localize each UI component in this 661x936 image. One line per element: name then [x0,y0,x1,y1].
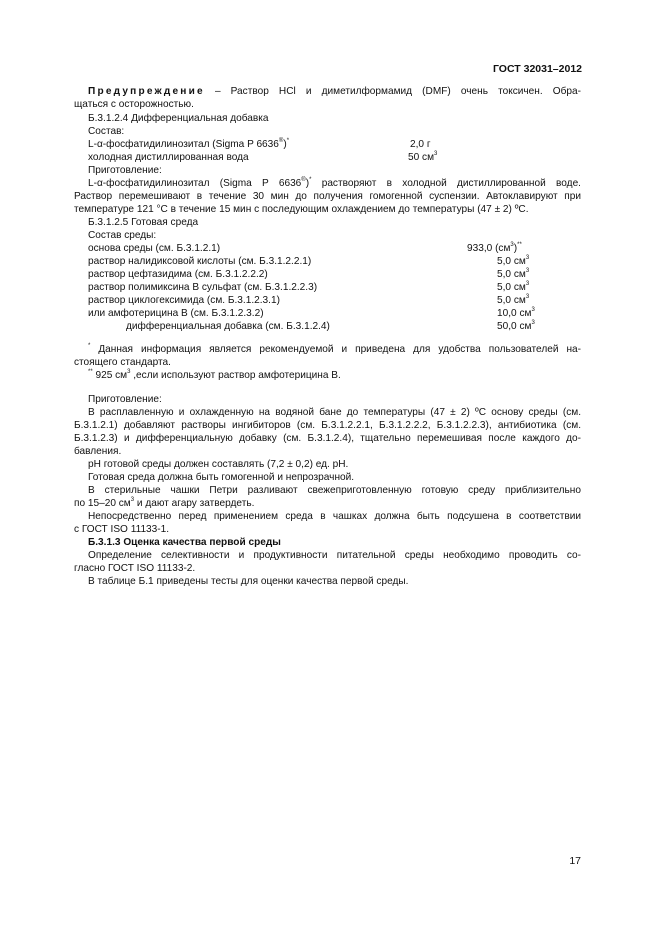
supplement-item-1-name [88,139,289,151]
footnote-mark: * [309,177,312,183]
footnote-1-line-1 [88,344,581,356]
quality-line-2: гласно ГОСТ ISO 11133-2. [74,563,196,574]
superscript: 3 [510,242,514,248]
document-header: ГОСТ 32031–2012 [492,63,582,75]
medium-item-5-value-text: 5,0 см [497,295,526,306]
quality-heading: Б.3.1.3 Оценка качества первой среды [88,537,281,548]
medium-item-3-value-text: 5,0 см [497,269,526,280]
superscript: 3 [434,151,438,157]
warning-line-2: щаться с осторожностью. [74,99,194,110]
preparation-p2: рН готовой среды должен составлять (7,2 ± 0,2) ед. рН. [88,459,349,470]
supplement-prep-label: Приготовление: [88,165,162,176]
medium-item-6-value [497,308,535,320]
medium-item-2-value-text: 5,0 см [497,256,526,267]
medium-item-3-value [497,269,529,281]
registered-mark: ® [301,177,306,183]
ready-medium-composition-label: Состав среды: [88,230,157,241]
supplement-composition-label: Состав: [88,126,125,137]
warning-text-1: – Раствор HCl и диметилформамид (DMF) очень токсичен. Обра- [204,86,581,97]
preparation-p4-line-2 [74,498,254,510]
medium-item-5-value [497,295,529,307]
supplement-item-2-value [408,152,437,164]
supplement-item-1-text: L-α-фосфатидилинозитал (Sigma P 6636 [88,139,279,150]
prep-line-1-a: L-α-фосфатидилинозитал (Sigma P 6636 [88,178,302,189]
preparation-p5-line-2: с ГОСТ ISO 11133-1. [74,524,170,535]
ready-medium-heading: Б.3.1.2.5 Готовая среда [88,217,199,228]
superscript: 3 [130,497,135,503]
registered-mark: ® [278,138,284,144]
superscript: 3 [531,320,535,326]
medium-item-6-value-text: 10,0 см [497,308,532,319]
quality-line-1: Определение селективности и продуктивности питательной среды необходимо проводить со- [88,550,581,561]
medium-item-4-value-text: 5,0 см [497,282,526,293]
superscript: 3 [525,281,530,287]
warning-title: Предупреждение [88,86,205,97]
medium-item-4-value [497,282,529,294]
footnote-2-text-b: ,если используют раствор амфотерицина В. [130,370,341,381]
medium-item-1-name: основа среды (см. Б.3.1.2.1) [88,243,221,254]
page-number: 17 [569,855,581,867]
medium-item-6-name: или амфотерицина В (см. Б.3.1.2.3.2) [88,308,264,319]
footnote-mark: * [88,343,91,349]
supplement-item-1-value: 2,0 г [410,139,431,150]
preparation-p3: Готовая среда должна быть гомогенной и непрозрачной. [88,472,355,483]
medium-item-5-name: раствор циклогексимида (см. Б.3.1.2.3.1) [88,295,280,306]
preparation-p1-line-2: Б.3.1.2.1) добавляют растворы ингибиторов (см. Б.3.1.2.2.1, Б.3.1.2.2.2, Б.3.1.2.2.3), антибиотика (см. [74,420,581,431]
supplement-item-1-close: ) [283,139,287,150]
prep-line-1-c: растворяют в холодной дистиллированной воде. [311,178,581,189]
superscript: 3 [127,369,131,375]
supplement-prep-line-3: температуре 121 °С в течение 15 мин с последующим охлаждением до температуры (47 ± 2) ºС. [74,204,529,215]
footnote-1-line-2: стоящего стандарта. [74,357,171,368]
preparation-p1-line-1: В расплавленную и охлажденную на водяной бане до температуры (47 ± 2) ºС основу среды (см. [88,407,581,418]
medium-item-7-name: дифференциальная добавка (см. Б.3.1.2.4) [126,321,330,332]
preparation-p5-line-1: Непосредственно перед применением среда в чашках должна быть подсушена в соответствии [88,511,581,522]
footnote-mark: * [286,138,290,144]
footnote-2 [88,370,341,382]
footnote-mark: ** [517,242,522,248]
preparation-p4-line-1: В стерильные чашки Петри разливают свежеприготовленную готовую среду приблизительно [88,485,581,496]
supplement-item-2-value-text: 50 см [408,152,435,163]
superscript: 3 [531,307,535,313]
medium-item-4-name: раствор полимиксина В сульфат (см. Б.3.1.2.2.3) [88,282,318,293]
p4-line-2-b: и дают агару затвердеть. [134,498,255,509]
prep-line-1-b: ) [305,178,310,189]
p4-line-2-a: по 15–20 см [74,498,131,509]
supplement-prep-line-2: Раствор перемешивают в течение 30 мин до получения гомогенной суспензии. Автоклавируют при [74,191,581,202]
supplement-heading: Б.3.1.2.4 Дифференциальная добавка [88,113,269,124]
medium-item-3-name: раствор цефтазидима (см. Б.3.1.2.2.2) [88,269,268,280]
preparation-label: Приготовление: [88,394,162,405]
footnote-1-text: Данная информация является рекомендуемой и приведена для удобства пользователей на- [90,344,581,355]
quality-line-3: В таблице Б.1 приведены тесты для оценки качества первой среды. [88,576,409,587]
footnote-2-text-a: 925 см [92,370,128,381]
footnote-mark: ** [88,369,93,375]
superscript: 3 [525,255,530,261]
superscript: 3 [525,294,530,300]
medium-item-2-value [497,256,529,268]
preparation-p1-line-4: бавления. [74,446,122,457]
superscript: 3 [525,268,530,274]
medium-item-2-name: раствор налидиксовой кислоты (см. Б.3.1.2.2.1) [88,256,312,267]
medium-item-1-value [467,243,522,255]
medium-item-7-value-text: 50,0 см [497,321,532,332]
supplement-prep-line-1 [88,178,581,190]
medium-item-1-tail: ) [513,243,518,254]
medium-item-1-value-text: 933,0 (см [467,243,511,254]
warning-line-1 [88,86,581,98]
supplement-item-2-name: холодная дистиллированная вода [88,152,249,163]
preparation-p1-line-3: Б.3.1.2.3) и дифференциальную добавку (см. Б.3.1.2.4), тщательно перемешивая после каждого до- [74,433,581,444]
medium-item-7-value [497,321,535,333]
